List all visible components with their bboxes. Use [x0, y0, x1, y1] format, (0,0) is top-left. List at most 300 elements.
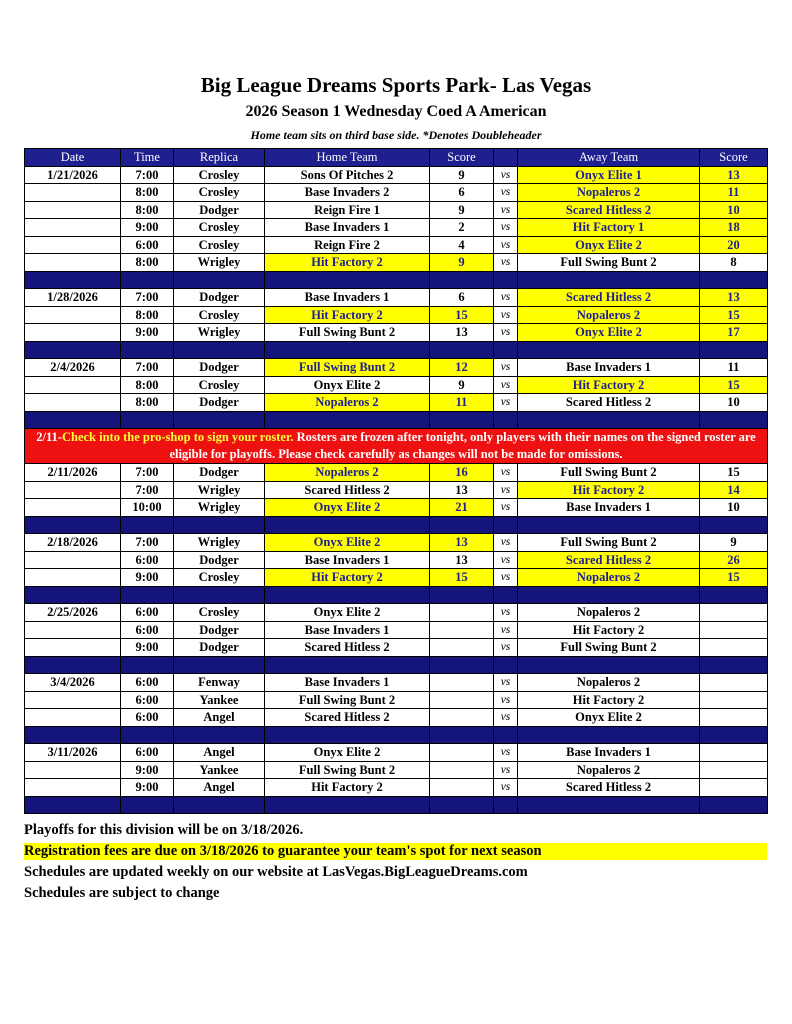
- separator-cell: [700, 271, 768, 289]
- separator-cell: [265, 726, 430, 744]
- home-team: Nopaleros 2: [265, 464, 430, 482]
- game-time: 8:00: [121, 394, 174, 412]
- vs-label: vs: [494, 604, 518, 622]
- notice-date: 2/11-: [36, 430, 62, 444]
- home-score: 2: [430, 219, 494, 237]
- game-date: [25, 324, 121, 342]
- separator-cell: [518, 411, 700, 429]
- vs-label: vs: [494, 184, 518, 202]
- game-time: 9:00: [121, 569, 174, 587]
- vs-label: vs: [494, 569, 518, 587]
- away-score: 13: [700, 289, 768, 307]
- notice-highlight: Check into the pro-shop to sign your roster.: [61, 430, 294, 444]
- week-separator: [25, 341, 768, 359]
- col-header-home-score: Score: [430, 149, 494, 167]
- separator-cell: [25, 656, 121, 674]
- game-date: 3/4/2026: [25, 674, 121, 692]
- game-time: 9:00: [121, 779, 174, 797]
- col-header-away-team: Away Team: [518, 149, 700, 167]
- away-team: Onyx Elite 1: [518, 166, 700, 184]
- home-team: Full Swing Bunt 2: [265, 761, 430, 779]
- vs-label: vs: [494, 691, 518, 709]
- separator-cell: [174, 656, 265, 674]
- home-team: Base Invaders 1: [265, 551, 430, 569]
- game-row: [25, 254, 768, 272]
- away-team: Full Swing Bunt 2: [518, 639, 700, 657]
- field-replica: Dodger: [174, 201, 265, 219]
- game-row: [25, 761, 768, 779]
- separator-cell: [25, 411, 121, 429]
- away-team: Base Invaders 1: [518, 744, 700, 762]
- home-team: Full Swing Bunt 2: [265, 359, 430, 377]
- vs-label: vs: [494, 201, 518, 219]
- away-team: Hit Factory 2: [518, 621, 700, 639]
- away-score: [700, 709, 768, 727]
- game-time: 8:00: [121, 201, 174, 219]
- page-title: Big League Dreams Sports Park- Las Vegas: [200, 73, 592, 97]
- separator-cell: [518, 726, 700, 744]
- game-time: 9:00: [121, 324, 174, 342]
- vs-label: vs: [494, 761, 518, 779]
- field-replica: Wrigley: [174, 499, 265, 517]
- game-date: [25, 394, 121, 412]
- separator-cell: [494, 656, 518, 674]
- game-row: [25, 621, 768, 639]
- separator-cell: [174, 271, 265, 289]
- registration-note: Registration fees are due on 3/18/2026 to guarantee your team's spot for next season: [24, 843, 767, 860]
- separator-cell: [265, 586, 430, 604]
- away-score: 15: [700, 376, 768, 394]
- vs-label: vs: [494, 289, 518, 307]
- game-time: 6:00: [121, 709, 174, 727]
- game-row: [25, 201, 768, 219]
- separator-cell: [265, 796, 430, 814]
- seating-note: Home team sits on third base side. *Denotes Doubleheader: [250, 128, 542, 142]
- separator-cell: [700, 341, 768, 359]
- home-team: Onyx Elite 2: [265, 376, 430, 394]
- game-time: 6:00: [121, 604, 174, 622]
- game-date: 2/4/2026: [25, 359, 121, 377]
- home-score: [430, 639, 494, 657]
- col-header-time: Time: [121, 149, 174, 167]
- field-replica: Wrigley: [174, 254, 265, 272]
- away-team: Hit Factory 2: [518, 376, 700, 394]
- field-replica: Dodger: [174, 289, 265, 307]
- away-score: 17: [700, 324, 768, 342]
- away-team: Scared Hitless 2: [518, 779, 700, 797]
- col-header-vs: [494, 149, 518, 167]
- vs-label: vs: [494, 324, 518, 342]
- away-score: [700, 674, 768, 692]
- away-team: Nopaleros 2: [518, 761, 700, 779]
- home-score: 4: [430, 236, 494, 254]
- separator-cell: [174, 516, 265, 534]
- away-score: [700, 604, 768, 622]
- field-replica: Dodger: [174, 639, 265, 657]
- field-replica: Angel: [174, 709, 265, 727]
- game-time: 7:00: [121, 534, 174, 552]
- vs-label: vs: [494, 744, 518, 762]
- vs-label: vs: [494, 236, 518, 254]
- separator-cell: [494, 341, 518, 359]
- separator-cell: [494, 586, 518, 604]
- game-row: [25, 744, 768, 762]
- game-date: [25, 184, 121, 202]
- game-time: 6:00: [121, 691, 174, 709]
- page-subtitle: 2026 Season 1 Wednesday Coed A American: [245, 103, 547, 120]
- separator-cell: [121, 341, 174, 359]
- away-team: Hit Factory 2: [518, 691, 700, 709]
- game-time: 7:00: [121, 359, 174, 377]
- game-date: [25, 219, 121, 237]
- game-time: 8:00: [121, 184, 174, 202]
- field-replica: Dodger: [174, 551, 265, 569]
- away-score: 11: [700, 359, 768, 377]
- away-score: 8: [700, 254, 768, 272]
- game-date: [25, 569, 121, 587]
- away-score: 15: [700, 464, 768, 482]
- home-team: Hit Factory 2: [265, 779, 430, 797]
- field-replica: Crosley: [174, 166, 265, 184]
- home-team: Onyx Elite 2: [265, 534, 430, 552]
- separator-cell: [25, 586, 121, 604]
- change-note: Schedules are subject to change: [24, 885, 220, 901]
- away-team: Nopaleros 2: [518, 184, 700, 202]
- separator-cell: [700, 411, 768, 429]
- separator-cell: [25, 516, 121, 534]
- separator-cell: [430, 656, 494, 674]
- separator-cell: [518, 516, 700, 534]
- separator-cell: [494, 411, 518, 429]
- separator-cell: [700, 726, 768, 744]
- separator-cell: [430, 516, 494, 534]
- game-date: [25, 481, 121, 499]
- away-score: [700, 761, 768, 779]
- separator-cell: [25, 341, 121, 359]
- field-replica: Yankee: [174, 761, 265, 779]
- vs-label: vs: [494, 499, 518, 517]
- game-time: 7:00: [121, 481, 174, 499]
- field-replica: Yankee: [174, 691, 265, 709]
- home-team: Reign Fire 2: [265, 236, 430, 254]
- game-row: [25, 569, 768, 587]
- separator-cell: [121, 586, 174, 604]
- separator-cell: [121, 656, 174, 674]
- home-score: [430, 691, 494, 709]
- game-date: 2/18/2026: [25, 534, 121, 552]
- separator-cell: [121, 516, 174, 534]
- separator-cell: [518, 796, 700, 814]
- game-date: [25, 236, 121, 254]
- game-time: 6:00: [121, 551, 174, 569]
- home-team: Scared Hitless 2: [265, 481, 430, 499]
- game-time: 10:00: [121, 499, 174, 517]
- game-row: [25, 691, 768, 709]
- home-score: 15: [430, 569, 494, 587]
- game-date: [25, 709, 121, 727]
- game-row: [25, 376, 768, 394]
- game-date: [25, 499, 121, 517]
- vs-label: vs: [494, 464, 518, 482]
- home-score: [430, 621, 494, 639]
- playoffs-note: Playoffs for this division will be on 3/18/2026.: [24, 822, 304, 838]
- field-replica: Dodger: [174, 394, 265, 412]
- away-team: Nopaleros 2: [518, 674, 700, 692]
- away-team: Base Invaders 1: [518, 499, 700, 517]
- game-date: [25, 306, 121, 324]
- vs-label: vs: [494, 394, 518, 412]
- separator-cell: [430, 586, 494, 604]
- separator-cell: [265, 656, 430, 674]
- away-score: 15: [700, 569, 768, 587]
- notice-text: Rosters are frozen after tonight, only players with their names on the signed roster are eligible for playoffs. Please check carefully as changes will not be made for omissions.: [169, 430, 756, 461]
- game-date: [25, 254, 121, 272]
- game-date: [25, 201, 121, 219]
- vs-label: vs: [494, 534, 518, 552]
- field-replica: Wrigley: [174, 481, 265, 499]
- schedule-body: [25, 166, 768, 814]
- separator-cell: [121, 796, 174, 814]
- week-separator: [25, 516, 768, 534]
- separator-cell: [700, 796, 768, 814]
- vs-label: vs: [494, 219, 518, 237]
- home-team: Base Invaders 1: [265, 674, 430, 692]
- roster-notice: [25, 429, 768, 464]
- home-score: 21: [430, 499, 494, 517]
- home-score: 16: [430, 464, 494, 482]
- game-row: [25, 639, 768, 657]
- home-team: Full Swing Bunt 2: [265, 691, 430, 709]
- vs-label: vs: [494, 481, 518, 499]
- field-replica: Dodger: [174, 464, 265, 482]
- field-replica: Angel: [174, 744, 265, 762]
- away-score: [700, 639, 768, 657]
- separator-cell: [494, 796, 518, 814]
- separator-cell: [494, 726, 518, 744]
- game-time: 8:00: [121, 306, 174, 324]
- separator-cell: [265, 411, 430, 429]
- game-date: 1/21/2026: [25, 166, 121, 184]
- home-team: Base Invaders 2: [265, 184, 430, 202]
- table-header-row: [25, 149, 768, 167]
- separator-cell: [121, 271, 174, 289]
- game-time: 9:00: [121, 761, 174, 779]
- game-row: [25, 709, 768, 727]
- away-team: Onyx Elite 2: [518, 324, 700, 342]
- game-time: 6:00: [121, 236, 174, 254]
- away-team: Base Invaders 1: [518, 359, 700, 377]
- away-team: Hit Factory 2: [518, 481, 700, 499]
- roster-notice-row: [25, 429, 768, 464]
- home-score: 9: [430, 166, 494, 184]
- vs-label: vs: [494, 674, 518, 692]
- col-header-away-score: Score: [700, 149, 768, 167]
- home-score: [430, 779, 494, 797]
- away-score: [700, 621, 768, 639]
- separator-cell: [265, 341, 430, 359]
- away-score: [700, 744, 768, 762]
- separator-cell: [430, 271, 494, 289]
- game-row: [25, 499, 768, 517]
- away-team: Scared Hitless 2: [518, 394, 700, 412]
- game-row: [25, 306, 768, 324]
- separator-cell: [174, 586, 265, 604]
- field-replica: Dodger: [174, 359, 265, 377]
- game-date: [25, 621, 121, 639]
- home-score: [430, 761, 494, 779]
- separator-cell: [494, 271, 518, 289]
- col-header-home-team: Home Team: [265, 149, 430, 167]
- home-team: Hit Factory 2: [265, 569, 430, 587]
- away-score: [700, 779, 768, 797]
- home-team: Reign Fire 1: [265, 201, 430, 219]
- week-separator: [25, 726, 768, 744]
- field-replica: Dodger: [174, 621, 265, 639]
- game-time: 6:00: [121, 674, 174, 692]
- away-team: Hit Factory 1: [518, 219, 700, 237]
- game-time: 9:00: [121, 219, 174, 237]
- game-time: 9:00: [121, 639, 174, 657]
- game-date: [25, 761, 121, 779]
- game-date: 2/11/2026: [25, 464, 121, 482]
- vs-label: vs: [494, 306, 518, 324]
- away-score: 18: [700, 219, 768, 237]
- home-score: [430, 744, 494, 762]
- home-team: Hit Factory 2: [265, 254, 430, 272]
- home-score: [430, 709, 494, 727]
- game-date: 3/11/2026: [25, 744, 121, 762]
- away-score: 10: [700, 394, 768, 412]
- vs-label: vs: [494, 254, 518, 272]
- home-score: 13: [430, 481, 494, 499]
- home-team: Nopaleros 2: [265, 394, 430, 412]
- game-row: [25, 464, 768, 482]
- separator-cell: [700, 586, 768, 604]
- home-score: 12: [430, 359, 494, 377]
- game-row: [25, 604, 768, 622]
- game-time: 6:00: [121, 744, 174, 762]
- separator-cell: [494, 516, 518, 534]
- game-row: [25, 674, 768, 692]
- game-date: [25, 779, 121, 797]
- away-team: Nopaleros 2: [518, 604, 700, 622]
- field-replica: Crosley: [174, 604, 265, 622]
- separator-cell: [174, 411, 265, 429]
- separator-cell: [121, 726, 174, 744]
- away-score: 9: [700, 534, 768, 552]
- away-score: 13: [700, 166, 768, 184]
- separator-cell: [518, 656, 700, 674]
- home-score: 13: [430, 534, 494, 552]
- away-team: Onyx Elite 2: [518, 236, 700, 254]
- home-score: [430, 674, 494, 692]
- separator-cell: [25, 271, 121, 289]
- week-separator: [25, 271, 768, 289]
- game-date: [25, 691, 121, 709]
- week-separator: [25, 411, 768, 429]
- game-row: [25, 779, 768, 797]
- home-score: 13: [430, 324, 494, 342]
- week-separator: [25, 796, 768, 814]
- game-row: [25, 551, 768, 569]
- game-row: [25, 394, 768, 412]
- game-date: [25, 376, 121, 394]
- separator-cell: [174, 796, 265, 814]
- field-replica: Crosley: [174, 219, 265, 237]
- vs-label: vs: [494, 779, 518, 797]
- home-team: Scared Hitless 2: [265, 639, 430, 657]
- separator-cell: [518, 341, 700, 359]
- home-team: Hit Factory 2: [265, 306, 430, 324]
- game-time: 6:00: [121, 621, 174, 639]
- field-replica: Wrigley: [174, 534, 265, 552]
- separator-cell: [121, 411, 174, 429]
- separator-cell: [430, 796, 494, 814]
- game-date: [25, 551, 121, 569]
- game-row: [25, 289, 768, 307]
- separator-cell: [700, 656, 768, 674]
- vs-label: vs: [494, 376, 518, 394]
- separator-cell: [430, 341, 494, 359]
- separator-cell: [265, 516, 430, 534]
- away-score: 26: [700, 551, 768, 569]
- away-score: 10: [700, 499, 768, 517]
- away-team: Onyx Elite 2: [518, 709, 700, 727]
- game-time: 7:00: [121, 166, 174, 184]
- away-team: Scared Hitless 2: [518, 289, 700, 307]
- away-score: 15: [700, 306, 768, 324]
- away-score: 20: [700, 236, 768, 254]
- home-team: Onyx Elite 2: [265, 744, 430, 762]
- separator-cell: [25, 726, 121, 744]
- away-team: Full Swing Bunt 2: [518, 464, 700, 482]
- col-header-date: Date: [25, 149, 121, 167]
- field-replica: Crosley: [174, 569, 265, 587]
- separator-cell: [430, 411, 494, 429]
- game-date: [25, 639, 121, 657]
- game-row: [25, 236, 768, 254]
- home-team: Full Swing Bunt 2: [265, 324, 430, 342]
- vs-label: vs: [494, 709, 518, 727]
- field-replica: Angel: [174, 779, 265, 797]
- schedule-table: [24, 148, 768, 814]
- week-separator: [25, 656, 768, 674]
- home-score: 11: [430, 394, 494, 412]
- field-replica: Crosley: [174, 236, 265, 254]
- game-time: 8:00: [121, 376, 174, 394]
- field-replica: Crosley: [174, 306, 265, 324]
- separator-cell: [518, 271, 700, 289]
- away-score: 14: [700, 481, 768, 499]
- vs-label: vs: [494, 639, 518, 657]
- away-team: Nopaleros 2: [518, 569, 700, 587]
- week-separator: [25, 586, 768, 604]
- separator-cell: [700, 516, 768, 534]
- home-team: Base Invaders 1: [265, 621, 430, 639]
- home-score: 9: [430, 201, 494, 219]
- game-row: [25, 184, 768, 202]
- game-row: [25, 324, 768, 342]
- home-team: Scared Hitless 2: [265, 709, 430, 727]
- home-score: 9: [430, 376, 494, 394]
- vs-label: vs: [494, 621, 518, 639]
- separator-cell: [265, 271, 430, 289]
- game-time: 7:00: [121, 289, 174, 307]
- game-time: 7:00: [121, 464, 174, 482]
- field-replica: Fenway: [174, 674, 265, 692]
- separator-cell: [25, 796, 121, 814]
- field-replica: Crosley: [174, 184, 265, 202]
